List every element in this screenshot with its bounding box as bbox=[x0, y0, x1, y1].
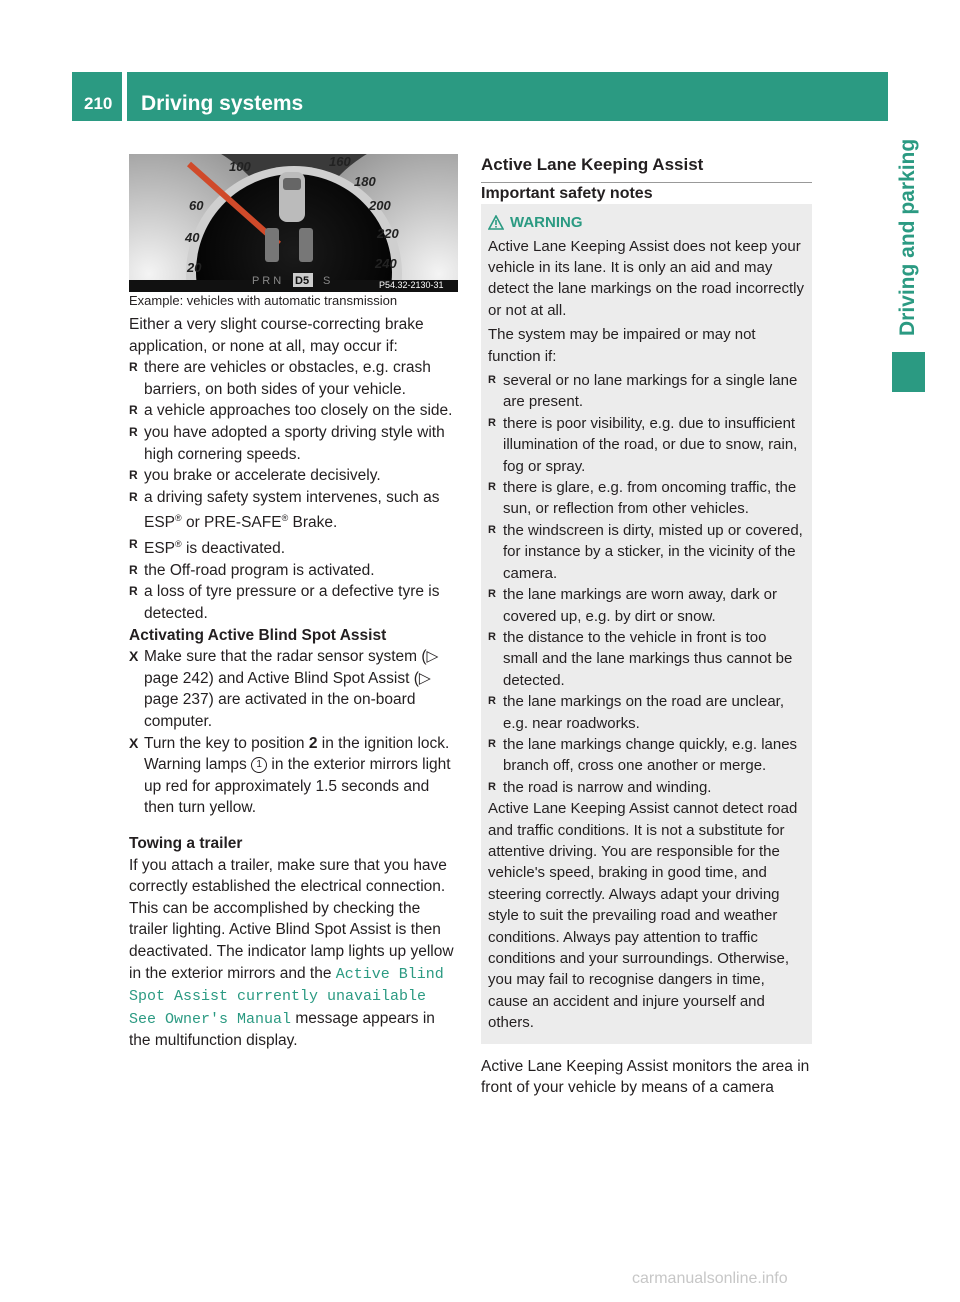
header-title: Driving systems bbox=[141, 92, 304, 115]
list-item: R the lane markings on the road are unclear, e.g. near roadworks. bbox=[488, 691, 805, 734]
warning-box bbox=[481, 204, 812, 1043]
warning-lamp-icon: 1 bbox=[251, 757, 267, 773]
list-item: R several or no lane markings for a single lane are present. bbox=[488, 370, 805, 413]
figure-code: P54.32-2130-31 bbox=[379, 280, 444, 290]
watermark: carmanualsonline.info bbox=[632, 1270, 788, 1287]
gauge-label: 20 bbox=[187, 260, 202, 275]
warning-label: WARNING bbox=[510, 214, 583, 232]
heading-activating: Activating Active Blind Spot Assist bbox=[129, 626, 387, 644]
list-item: R there are vehicles or obstacles, e.g. crash barriers, on both sides of your vehicle. bbox=[129, 357, 460, 400]
right-column bbox=[481, 154, 812, 1099]
gauge-label: 60 bbox=[189, 198, 204, 213]
condition-list bbox=[129, 357, 460, 624]
body-paragraph: Active Lane Keeping Assist monitors the area in front of your vehicle by means of a camera bbox=[481, 1057, 810, 1097]
list-item: R the Off-road program is activated. bbox=[129, 560, 460, 582]
list-item: R you have adopted a sporty driving style with high cornering speeds. bbox=[129, 422, 460, 465]
list-item: R a driving safety system intervenes, such as ESP® or PRE-SAFE® Brake. bbox=[129, 487, 460, 534]
warning-triangle-icon bbox=[488, 215, 504, 230]
list-item: R the distance to the vehicle in front is too small and the lane markings thus cannot be detected. bbox=[488, 627, 805, 691]
gauge-label: 200 bbox=[369, 198, 391, 213]
list-item: R the lane markings are worn away, dark or covered up, e.g. by dirt or snow. bbox=[488, 584, 805, 627]
subsection-title: Important safety notes bbox=[481, 184, 653, 202]
cluster-illustration bbox=[129, 154, 458, 292]
side-tab-label: Driving and parking bbox=[896, 138, 919, 336]
heading-towing: Towing a trailer bbox=[129, 834, 243, 852]
side-tab-marker bbox=[892, 352, 925, 392]
gauge-label: 160 bbox=[329, 154, 351, 169]
gauge-label: 220 bbox=[377, 226, 399, 241]
gear-indicator: P R N bbox=[252, 275, 282, 287]
gauge-label: 180 bbox=[354, 174, 376, 189]
instrument-cluster-image bbox=[129, 154, 458, 292]
list-item: R the windscreen is dirty, misted up or covered, for instance by a sticker, in the vicinity of the camera. bbox=[488, 520, 805, 584]
list-item: R you brake or accelerate decisively. bbox=[129, 465, 460, 487]
warning-text: Active Lane Keeping Assist cannot detect road and traffic conditions. It is not a substitute for attentive driving. You are responsible for the vehicle's speed, braking in good time, and steering correctly. Always adapt your driving style to suit the prevailing road and weather conditions. Always pay attention to traffic conditions and your surroundings. Otherwise, you may fail to recognise dangers in time, cause an accident and injure yourself and others. bbox=[488, 800, 798, 1032]
list-item: R the lane markings change quickly, e.g. lanes branch off, cross one another or merge. bbox=[488, 734, 805, 777]
step-2: X Turn the key to position 2 in the ignition lock. Warning lamps 1 in the exterior mirrors light up red for approximately 1.5 seconds and then turn yellow. bbox=[129, 734, 451, 817]
list-item: R the road is narrow and winding. bbox=[488, 777, 805, 798]
list-item: R there is glare, e.g. from oncoming traffic, the sun, or reflection from other vehicles. bbox=[488, 477, 805, 520]
header-bar bbox=[127, 72, 888, 121]
section-title: Active Lane Keeping Assist bbox=[481, 154, 812, 183]
gear-tail: S bbox=[323, 275, 331, 287]
gear-active: D5 bbox=[295, 275, 310, 287]
page-number-box bbox=[72, 72, 122, 121]
towing-paragraph: If you attach a trailer, make sure that you have correctly established the electrical connection. This can be accomplished by checking the trailer lighting. Active Blind Spot Assist is then deactivated. The indicator lamp lights up yellow in the exterior mirrors and the Active Blind Spot Assist currently unavailable See Owner's Manual message appears in the multifunction display. bbox=[129, 856, 454, 1050]
list-item: R a loss of tyre pressure or a defective tyre is detected. bbox=[129, 581, 460, 624]
left-column bbox=[129, 154, 460, 1052]
gauge-label: 240 bbox=[375, 256, 397, 271]
gauge-label: 40 bbox=[185, 230, 200, 245]
page-number: 210 bbox=[84, 94, 113, 113]
list-item: R a vehicle approaches too closely on the side. bbox=[129, 400, 460, 422]
gauge-label: 100 bbox=[229, 159, 251, 174]
warning-text: The system may be impaired or may not function if: bbox=[488, 326, 756, 365]
list-item: R there is poor visibility, e.g. due to insufficient illumination of the road, or due to snow, rain, fog or spray. bbox=[488, 413, 805, 477]
warning-header bbox=[488, 212, 805, 233]
figure-caption: Example: vehicles with automatic transmission bbox=[129, 293, 398, 308]
intro-paragraph: Either a very slight course-correcting brake application, or none at all, may occur if: bbox=[129, 316, 424, 355]
step-1: X Make sure that the radar sensor system (▷ page 242) and Active Blind Spot Assist (▷ page 237) are activated in the on-board computer. bbox=[129, 648, 439, 730]
display-message: Active Blind Spot Assist currently unavailable See Owner's Manual bbox=[129, 965, 444, 1028]
impairment-list bbox=[488, 370, 805, 798]
list-item: R ESP® is deactivated. bbox=[129, 534, 460, 560]
warning-text: Active Lane Keeping Assist does not keep your vehicle in its lane. It is only an aid and may detect the lane markings on the road incorrectly or not at all. bbox=[488, 237, 805, 319]
